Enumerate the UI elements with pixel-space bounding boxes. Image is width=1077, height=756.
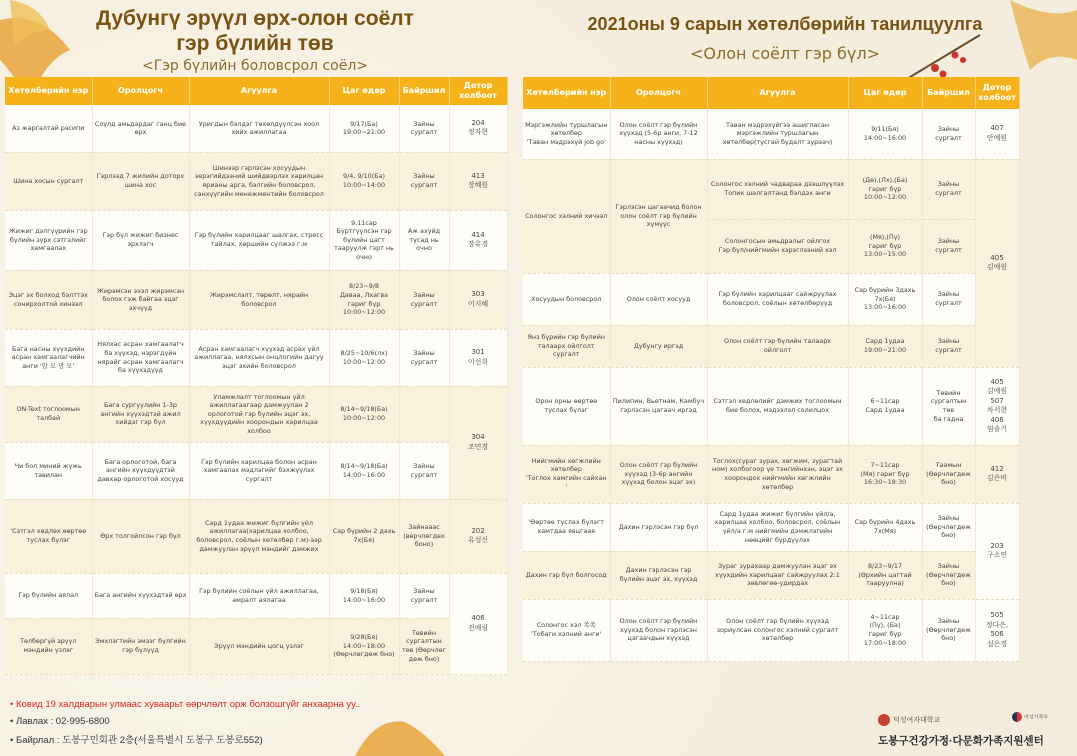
cell: Зайны сургалт	[399, 270, 449, 329]
university-name: 덕성여자대학교	[893, 716, 941, 724]
covid-notice: • Ковид 19 халдварын улмаас хуваарьт өөрчлөлт орж болзошгүйг анхаарна уу..	[10, 699, 361, 710]
cell: Аж ахуйд түсад нь очно	[399, 210, 449, 270]
cell: 414 장유경	[449, 210, 507, 270]
cell: 9/11(Бя) 14:00~16:00	[848, 109, 922, 159]
table-row	[523, 551, 1019, 599]
cell: Солонгос хэлний чадвараа дээшлүүлэх Топик шалгалтанд бэлдэх анги	[707, 159, 848, 219]
cell: Бага насны хүүхдийн асран хамгаалагчийн анги '맘 모 맘 모'	[5, 329, 92, 386]
cell: 202 유성신	[449, 499, 507, 573]
left-program-table	[5, 77, 508, 675]
cell: (Мя),(Пү) гариг бүр 13:00~15:00	[848, 219, 922, 273]
cell: Жижиг дэлгүүрийн гэр бүлийн зүрх сэтгэлийг хамгаалах	[5, 210, 92, 270]
cell: Зайны сургалт	[399, 573, 449, 618]
cell: 9.11сар Бүртгүүлсэн гэр бүлийн цагт тааруулж гэрт нь очно	[329, 210, 399, 270]
cell: Пилипин, Вьетнам, Камбуч гэрлэсэн цагаач иргэд	[610, 367, 707, 445]
table-row	[5, 386, 507, 442]
table-row	[5, 270, 507, 329]
cell: Нялхас асран хамгаалагч ба хүүхэд, нэрэгдүйн нярайг асран хамгаалагч ба хүүхэдүүд	[92, 329, 189, 386]
leaf-decoration-icon	[355, 712, 445, 756]
cell: Дубунгу иргэд	[610, 325, 707, 367]
cell: Дахин гэрлэсэн гэр бүлийн эцэг эх, хүүхэд	[610, 551, 707, 599]
cell: Орон орны өөртөө туслах бүлэг	[523, 367, 610, 445]
col-header: Агуулга	[707, 77, 848, 109]
cell: Нийгмийн хөгжлийн хөтөлбөр 'Тоглох хамгийн сайхан '	[523, 445, 610, 503]
center-name: 도봉구건강가정·다문화가족지원센터	[878, 735, 1044, 747]
cell: Гэр бүлийн харилцааг сайжруулах боловсрол, соёлын хөтөлбөрүүд	[707, 273, 848, 325]
address-info: • Байрлал : 도봉구민회관 2층(서울특별시 도봉구 도봉로552)	[10, 735, 263, 746]
col-header: Байршил	[922, 77, 975, 109]
cell: Зайны сургалт	[399, 105, 449, 152]
address-text: Байрлал : 도봉구민회관 2층(서울특별시 도봉구 도봉로552)	[15, 735, 263, 746]
cell: Сар бүрийн 4дахь 7х(Мя)	[848, 503, 922, 551]
ministry-name: 여성가족부	[1024, 714, 1049, 721]
phone-info: • Лавлах : 02-995-6800	[10, 716, 110, 727]
cell: Төвийн сургалтын төв (Өөрчлөг дөж бно)	[399, 618, 449, 674]
cell: Гэр бүлийн харилцааг шалгах, стресс тайлах, хөршийн сүлжээ г.м	[189, 210, 329, 270]
cell: Сард 1удаа 19:00~21:00	[848, 325, 922, 367]
table-row	[523, 599, 1019, 661]
cell: 303 이지혜	[449, 270, 507, 329]
cell: Зайны сургалт	[922, 109, 975, 159]
cell: Жирэмсэн эхэл жирэмсэн болох гэж байгаа эцэг эхчүүд	[92, 270, 189, 329]
cell: Бага ангийн хүүхэдтэй өрх	[92, 573, 189, 618]
cell: Дахин гэр бүл болгосод	[523, 551, 610, 599]
cell: Гэр бүлийн соёлын үйл ажиллагаа, амралт аялагаа	[189, 573, 329, 618]
cell: Төлбөргүй эрүүл мэндийн үзлэг	[5, 618, 92, 674]
cell: Сар бүрийн 2 дахь 7х(Бя)	[329, 499, 399, 573]
cell: Уламжлалт тоглоомын үйл ажиллагаагаар дамжуулан 2 орлоготой гэр бүлийн эцэг эх, хүүхдүүдийн хоорондын харилцаа холбоо	[189, 386, 329, 442]
cell: Зайны сургалт	[922, 219, 975, 273]
cell: 301 이선희	[449, 329, 507, 386]
table-row	[523, 445, 1019, 503]
table-row	[5, 152, 507, 210]
cell: 405 김예원	[975, 159, 1019, 367]
cell: Сард 1удаа жижиг бүлгийн үйл ажиллагаа(харилцаа холбоо, боловсрол, соёлын хөтөлбөр г.м)-ээр дамжуулан эрүүл мэндийг дэмжих	[189, 499, 329, 573]
cell: Таван мэдрэхүйгээ ашигласан мэргэжлийн туршлагын хөтөлбөр(тусгай будалт зураач)	[707, 109, 848, 159]
cell: Жирэмслэлт, төрөлт, нярайн боловсрол	[189, 270, 329, 329]
cell: 8/25~10/6(лх) 10:00~12:00	[329, 329, 399, 386]
cell: 9/18(Бя) 14:00~16:00	[329, 573, 399, 618]
cell: Бага сургуулийн 1-3р ангийн хүүхэдтэй ажил хийдэг гэр бүл	[92, 386, 189, 442]
cell: Зураг зурахаар дамжуулан эцэг эх хүүхдийн харилцааг сайжруулах 2:1 зөвлөгөө-удирдах	[707, 551, 848, 599]
table-row	[5, 329, 507, 386]
cell: 9/4, 9/10(Ба) 10:00~14:00	[329, 152, 399, 210]
cell: Солонгосын амьдралыг ойлгох Гэр бүл/нийгмийн хэрэглээний хэл	[707, 219, 848, 273]
covid-notice-text: Ковид 19 халдварын улмаас хуваарьт өөрчлөлт орж болзошгүйг анхаарна уу..	[15, 699, 361, 710]
cell: Зайнааас (вөрчлөгдөх боно)	[399, 499, 449, 573]
cell: Янз бүрийн гэр бүлийн талаарх ойлголт сургалт	[523, 325, 610, 367]
left-subtitle: <Гэр бүлийн боловсрол соёл>	[141, 58, 369, 74]
cell: Олон соёлт гэр бүлийн хүүхэд (5-6р анги, 7-12 насны хүүхэд)	[610, 109, 707, 159]
table-row	[5, 210, 507, 270]
cell	[399, 386, 449, 442]
cell: Гэр бүлийн аялал	[5, 573, 92, 618]
phone-text: Лавлах : 02-995-6800	[15, 716, 110, 727]
right-program-table	[523, 77, 1020, 662]
col-header: Хөтөлбөрийн нэр	[5, 77, 92, 105]
cell: 412 김은비	[975, 445, 1019, 503]
table-row	[5, 442, 507, 499]
cell: Зайны сургалт	[399, 152, 449, 210]
cell: Олон соёлт гэр бүлийн талаарх ойлголт	[707, 325, 848, 367]
cell: Зайны (Өөрчлөгдөж бно)	[922, 599, 975, 661]
table-row	[523, 367, 1019, 445]
cell: Зайны (Өөрчлөгдөж бно)	[922, 503, 975, 551]
cell: Зайны сургалт	[922, 325, 975, 367]
cell: Эцэг эх болход бэлттэх сонирхолтой хинээл	[5, 270, 92, 329]
table-row	[5, 105, 507, 152]
university-logo	[878, 714, 940, 726]
cell: Шина хосын сургалт	[5, 152, 92, 210]
table-row	[5, 499, 507, 573]
left-title-line2: гэр бүлийн төв	[176, 32, 334, 55]
cell: 9/28(Бя) 14:00~18:00 (Өөрчлөгдөж бно)	[329, 618, 399, 674]
cell: Хосуудын боловсрол	[523, 273, 610, 325]
cell: Гэрлээд 7 жилийн доторх шина хос	[92, 152, 189, 210]
col-header: Дотор холбоот	[449, 77, 507, 105]
cell: (Дө),(Лх),(Ба) гариг бүр 10:00~12:00	[848, 159, 922, 219]
cell: 413 장혜원	[449, 152, 507, 210]
cell: 'Өөртөө туслах бүлэгт хамтдаа явцгаая	[523, 503, 610, 551]
table-row	[5, 618, 507, 674]
cell: Эрүүл мэндийн цогц үзлэг	[189, 618, 329, 674]
col-header: Байршил	[399, 77, 449, 105]
table-row	[5, 573, 507, 618]
table-row	[523, 325, 1019, 367]
cell: 9/17(Ба) 19:00~21:00	[329, 105, 399, 152]
col-header: Оролцогч	[92, 77, 189, 105]
cell: Мэргэжлийн туршлагын хөтөлбөр 'Таван мэдрэхүй job go'	[523, 109, 610, 159]
cell: 8/23~9/17 (Өрхийн цагтай тааруулна)	[848, 551, 922, 599]
cell: Уригдын бэлдэг төхөлдүүлсэн хоол хийх ажиллагаа	[189, 105, 329, 152]
cell: Солонгос хэл 쏙쏙 'Тобаги хэлний анги'	[523, 599, 610, 661]
cell: Өрх толгойлсон гэр бүл	[92, 499, 189, 573]
cell: Олон соёлт хосууд	[610, 273, 707, 325]
cell: Чи бол миний жүжь тавилан	[5, 442, 92, 499]
ministry-emblem-icon	[1012, 712, 1022, 722]
cell: Зайны (Өөрчлөгдөж бно)	[922, 551, 975, 599]
cell: Зайны сургалт	[399, 329, 449, 386]
col-header: Оролцогч	[610, 77, 707, 109]
cell: Зайны сургалт	[922, 159, 975, 219]
left-title	[0, 6, 510, 56]
cell: Соүлд амьдардаг ганц бие өрх	[92, 105, 189, 152]
table-row	[523, 503, 1019, 551]
col-header: Дотор холбоот	[975, 77, 1019, 109]
cell: Сард 1удаа жижиг бүлгийн үйл/а, харилцаа холбоо, боловсрол, соёлын үйл/а г.м нийгмийн дэмжлэгийн нөөцийг бүрдүүлэх	[707, 503, 848, 551]
cell: Олон соёлт гэр бүлийн хүүхэд (3-6р ангийн хүүхэд болон эцэг эх)	[610, 445, 707, 503]
ministry-logo	[1012, 712, 1048, 722]
cell: Зайны сургалт	[399, 442, 449, 499]
cell: Аз жаргалтай рэсипи	[5, 105, 92, 152]
cell: 8/23~9/8 Даваа, Лхагва гариг бүр 10:00~12:00	[329, 270, 399, 329]
cell: Тоглох(сураг зурах, хөгжим, зурагтай ном) холбогоор үе тэнгийнхэн, эцэг эх хоорондох нийгмийн хөгжлийн хөтөлбөр	[707, 445, 848, 503]
cell: Гэр бүлийн харилцаа болон асран хамгаалах мэдлэгийг бэхжүүлэх сургалт	[189, 442, 329, 499]
cell: Сар бүрийн 3дахь 7х(Бя) 13:00~16:00	[848, 273, 922, 325]
cell: 7~11сар (Мя) гариг бүр 16:30~18:30	[848, 445, 922, 503]
cell: 8/14~9/18(Ба) 14:00~16:00	[329, 442, 399, 499]
right-title: 2021оны 9 сарын хөтөлбөрийн танилцуулга	[587, 14, 983, 34]
cell: Солонгос хэлний хичээл	[523, 159, 610, 273]
cell: Гэр бүл жижиг бизнес эрхлэгч	[92, 210, 189, 270]
cell: Зайны сургалт	[922, 273, 975, 325]
cell: 505 정다은, 506 설은경	[975, 599, 1019, 661]
cell: ON-Text тоглоомын талбай	[5, 386, 92, 442]
cell: 406 전예림	[449, 573, 507, 674]
cell: Олон соёлт гэр бүлийн хүүхэд болон гэрлэсэн цагаачдын хүүхэд	[610, 599, 707, 661]
cell: Төвийн сургалтын төв ба гадна	[922, 367, 975, 445]
cell: 4~11сар (Пү), (Ба) гариг бүр 17:00~18:00	[848, 599, 922, 661]
cell: 304 조민경	[449, 386, 507, 499]
cell: Гэрлэсэн цагаачид болон олон соёлт гэр бүлийн хүмүүс	[610, 159, 707, 273]
cell: 8/14~9/18(Ба) 10:00~12:00	[329, 386, 399, 442]
table-row	[523, 273, 1019, 325]
cell: Таамын (Өөрчлөгдөж бно)	[922, 445, 975, 503]
right-subtitle: <Олон соёлт гэр бүл>	[689, 44, 881, 63]
university-emblem-icon	[878, 714, 890, 726]
cell: 203 구소연	[975, 503, 1019, 599]
left-title-line1: Дубунгү эрүүл өрх-олон соёлт	[96, 7, 414, 30]
cell: Сэтгэл хөдлөлийг дэмжих тоглоомын бие болох, мэдээлэл солилцох	[707, 367, 848, 445]
cell: Шинээр гэрлэсэн хосуудын эерэгийдээний шийдвэрлэх харилцан ярианы арга, бэлгийн боловсрол, санхүүгийн менежментийн боловсрол	[189, 152, 329, 210]
cell: Асран хамгаалагч хүүхэд асрах үйл ажиллагаа, нялхсын онцлогийн дагуу эцэг эхийн боловсрол	[189, 329, 329, 386]
cell: 204 정자현	[449, 105, 507, 152]
table-row	[523, 109, 1019, 159]
cell: Дахин гэрлэсэн гэр бүл	[610, 503, 707, 551]
cell: 6~11сар Сард 1удаа	[848, 367, 922, 445]
cell: Олон соёлт гэр бүлийн хүүхэд зориулсан солонгос хэлний сургалт хөтөлбөр	[707, 599, 848, 661]
cell: 405 김예원 507 차서현 406 염솔기	[975, 367, 1019, 445]
cell: 407 안예원	[975, 109, 1019, 159]
cell: Бага орлоготой, бага ангийн хүүхдүүдтэй давхар орлоготой хосууд	[92, 442, 189, 499]
cell: 'Сэтгэл хөдлөх өөртөө туслах бүлэг	[5, 499, 92, 573]
col-header: Агуулга	[189, 77, 329, 105]
col-header: Хөтөлбөрийн нэр	[523, 77, 610, 109]
cell: Эмхлэгтийн эмээг бүлгийн гэр бүлүүд	[92, 618, 189, 674]
col-header: Цаг өдөр	[848, 77, 922, 109]
table-row	[523, 159, 1019, 219]
col-header: Цаг өдөр	[329, 77, 399, 105]
